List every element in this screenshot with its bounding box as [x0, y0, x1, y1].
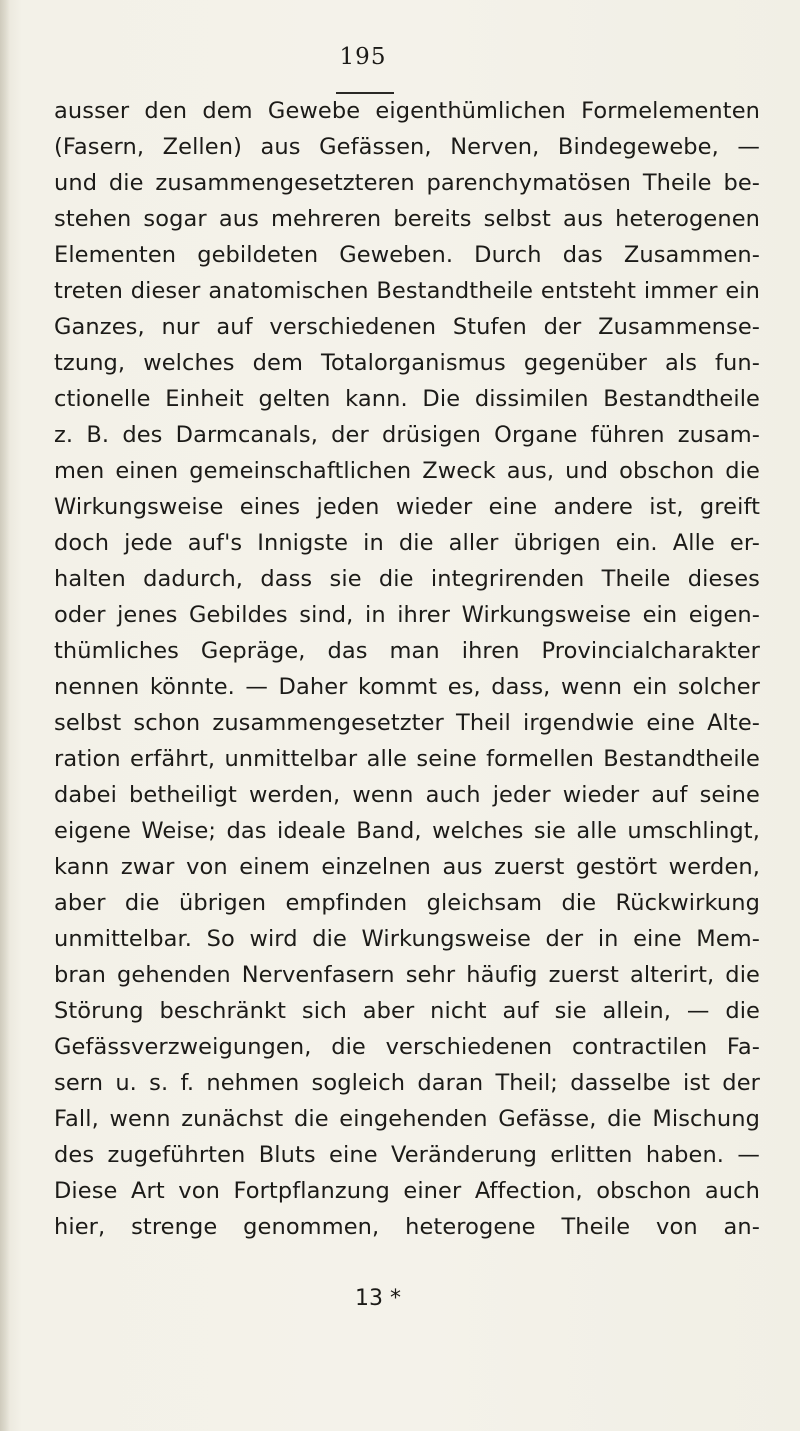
text-line: hier, strenge genommen, heterogene Theile von an- [54, 1214, 760, 1240]
text-line: des zugeführten Bluts eine Veränderung erlitten haben. — [54, 1142, 760, 1168]
text-line: sern u. s. f. nehmen sogleich daran Theil; dasselbe ist der [54, 1070, 760, 1096]
text-line: eigene Weise; das ideale Band, welches sie alle umschlingt, [54, 818, 760, 844]
text-line: Elementen gebildeten Geweben. Durch das Zusammen- [54, 242, 760, 268]
text-line: z. B. des Darmcanals, der drüsigen Organe führen zusam- [54, 422, 760, 448]
text-line: und die zusammengesetzteren parenchymatösen Theile be- [54, 170, 760, 196]
text-line: Wirkungsweise eines jeden wieder eine andere ist, greift [54, 494, 760, 520]
signature-mark: 13 * [355, 1286, 401, 1311]
text-line: bran gehenden Nervenfasern sehr häufig zuerst alterirt, die [54, 962, 760, 988]
text-line: ration erfährt, unmittelbar alle seine formellen Bestandtheile [54, 746, 760, 772]
page-number: 195 [339, 44, 387, 70]
text-line: halten dadurch, dass sie die integrirenden Theile dieses [54, 566, 760, 592]
text-line: aber die übrigen empfinden gleichsam die Rückwirkung [54, 890, 760, 916]
text-line: ausser den dem Gewebe eigenthümlichen Formelementen [54, 98, 760, 124]
text-line: Diese Art von Fortpflanzung einer Affection, obschon auch [54, 1178, 760, 1204]
text-line: selbst schon zusammengesetzter Theil irgendwie eine Alte- [54, 710, 760, 736]
text-line: unmittelbar. So wird die Wirkungsweise der in eine Mem- [54, 926, 760, 952]
text-line: Ganzes, nur auf verschiedenen Stufen der Zusammense- [54, 314, 760, 340]
text-line: oder jenes Gebildes sind, in ihrer Wirkungsweise ein eigen- [54, 602, 760, 628]
text-line: tzung, welches dem Totalorganismus gegenüber als fun- [54, 350, 760, 376]
text-line: ctionelle Einheit gelten kann. Die dissimilen Bestandtheile [54, 386, 760, 412]
text-line: doch jede auf's Innigste in die aller übrigen ein. Alle er- [54, 530, 760, 556]
text-line: nennen könnte. — Daher kommt es, dass, wenn ein solcher [54, 674, 760, 700]
text-line: thümliches Gepräge, das man ihren Provincialcharakter [54, 638, 760, 664]
text-line: kann zwar von einem einzelnen aus zuerst gestört werden, [54, 854, 760, 880]
text-line: Fall, wenn zunächst die eingehenden Gefässe, die Mischung [54, 1106, 760, 1132]
text-line: dabei betheiligt werden, wenn auch jeder wieder auf seine [54, 782, 760, 808]
text-line: Gefässverzweigungen, die verschiedenen contractilen Fa- [54, 1034, 760, 1060]
text-line: Störung beschränkt sich aber nicht auf sie allein, — die [54, 998, 760, 1024]
text-line: (Fasern, Zellen) aus Gefässen, Nerven, Bindegewebe, — [54, 134, 760, 160]
text-line: stehen sogar aus mehreren bereits selbst aus heterogenen [54, 206, 760, 232]
text-line: men einen gemeinschaftlichen Zweck aus, und obschon die [54, 458, 760, 484]
page-gutter-shadow [0, 0, 10, 1431]
text-line: treten dieser anatomischen Bestandtheile entsteht immer ein [54, 278, 760, 304]
